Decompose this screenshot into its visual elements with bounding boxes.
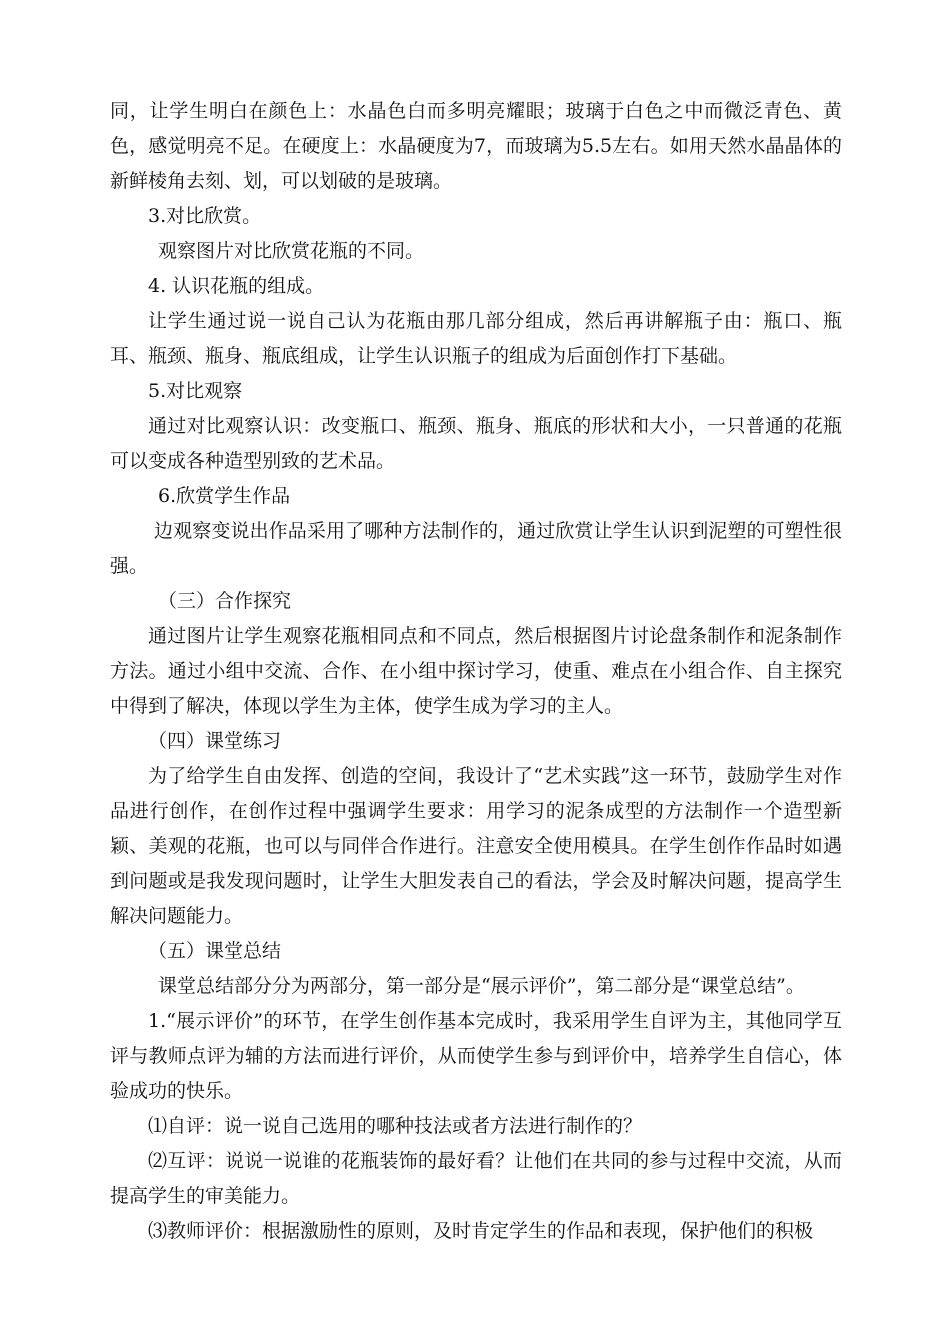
list-item-text: ⑵互评：说说一说谁的花瓶装饰的最好看？让他们在共同的参与过程中交流，从而提高学生的审美能力。 bbox=[110, 1150, 842, 1207]
paragraph-text: 同，让学生明白在颜色上：水晶色白而多明亮耀眼；玻璃于白色之中而微泛青色、黄色，感觉明亮不足。在硬度上：水晶硬度为7，而玻璃为5.5左右。如用天然水晶晶体的新鲜棱角去刻、划，可以划破的是玻璃。 bbox=[110, 100, 842, 192]
paragraph-text: 为了给学生自由发挥、创造的空间，我设计了“艺术实践”这一环节，鼓励学生对作品进行创作，在创作过程中强调学生要求：用学习的泥条成型的方法制作一个造型新颖、美观的花瓶，也可以与同伴合作进行。注意安全使用模具。在学生创作作品时如遇到问题或是我发现问题时，让学生大胆发表自己的看法，学会及时解决问题，提高学生解决问题能力。 bbox=[110, 765, 842, 927]
list-item-text: ⑴自评：说一说自己选用的哪种技法或者方法进行制作的？ bbox=[148, 1115, 643, 1137]
list-item-peer-evaluation bbox=[110, 1144, 842, 1214]
list-item-self-evaluation bbox=[148, 1109, 842, 1144]
heading-text: 3.对比欣赏。 bbox=[148, 205, 262, 227]
heading-text: 5.对比观察 bbox=[148, 380, 243, 402]
paragraph-text: 通过对比观察认识：改变瓶口、瓶颈、瓶身、瓶底的形状和大小，一只普通的花瓶可以变成各种造型别致的艺术品。 bbox=[110, 415, 842, 472]
section-heading-classroom-practice bbox=[148, 724, 842, 759]
paragraph-summary-two-parts bbox=[158, 969, 848, 1004]
paragraph-art-practice bbox=[110, 759, 842, 934]
paragraph-crystal-glass-comparison bbox=[110, 94, 842, 199]
paragraph-vase-parts bbox=[110, 304, 842, 374]
heading-text: 6.欣赏学生作品 bbox=[158, 485, 291, 507]
heading-text: 4. 认识花瓶的组成。 bbox=[148, 275, 325, 297]
heading-contrast-observation bbox=[148, 374, 842, 409]
paragraph-plasticity bbox=[110, 514, 842, 584]
heading-student-works bbox=[158, 479, 842, 514]
heading-text: （三）合作探究 bbox=[158, 590, 292, 612]
heading-contrast-appreciation bbox=[148, 199, 842, 234]
heading-text: （四）课堂练习 bbox=[148, 730, 282, 752]
paragraph-text: 1.“展示评价”的环节，在学生创作基本完成时，我采用学生自评为主，其他同学互评与教师点评为辅的方法而进行评价，从而使学生参与到评价中，培养学生自信心，体验成功的快乐。 bbox=[110, 1010, 842, 1102]
paragraph-text: 让学生通过说一说自己认为花瓶由那几部分组成，然后再讲解瓶子由：瓶口、瓶耳、瓶颈、瓶身、瓶底组成，让学生认识瓶子的组成为后面创作打下基础。 bbox=[110, 310, 842, 367]
paragraph-text: 观察图片对比欣赏花瓶的不同。 bbox=[158, 240, 425, 262]
list-item-text: ⑶教师评价：根据激励性的原则，及时肯定学生的作品和表现，保护他们的积极 bbox=[148, 1220, 814, 1242]
paragraph-text: 课堂总结部分分为两部分，第一部分是“展示评价”，第二部分是“课堂总结”。 bbox=[158, 975, 805, 997]
section-heading-cooperative-inquiry bbox=[158, 584, 842, 619]
heading-vase-composition bbox=[148, 269, 842, 304]
paragraph-text: 边观察变说出作品采用了哪种方法制作的，通过欣赏让学生认识到泥塑的可塑性很强。 bbox=[110, 520, 842, 577]
section-heading-class-summary bbox=[148, 934, 842, 969]
paragraph-display-evaluation bbox=[110, 1004, 842, 1109]
paragraph-text: 通过图片让学生观察花瓶相同点和不同点，然后根据图片讨论盘条制作和泥条制作方法。通过小组中交流、合作、在小组中探讨学习，使重、难点在小组合作、自主探究中得到了解决，体现以学生为主体，使学生成为学习的主人。 bbox=[110, 625, 842, 717]
paragraph-group-work bbox=[110, 619, 842, 724]
list-item-teacher-evaluation bbox=[148, 1214, 842, 1249]
paragraph-observe-pictures bbox=[158, 234, 842, 269]
paragraph-shape-change bbox=[110, 409, 842, 479]
heading-text: （五）课堂总结 bbox=[148, 940, 282, 962]
